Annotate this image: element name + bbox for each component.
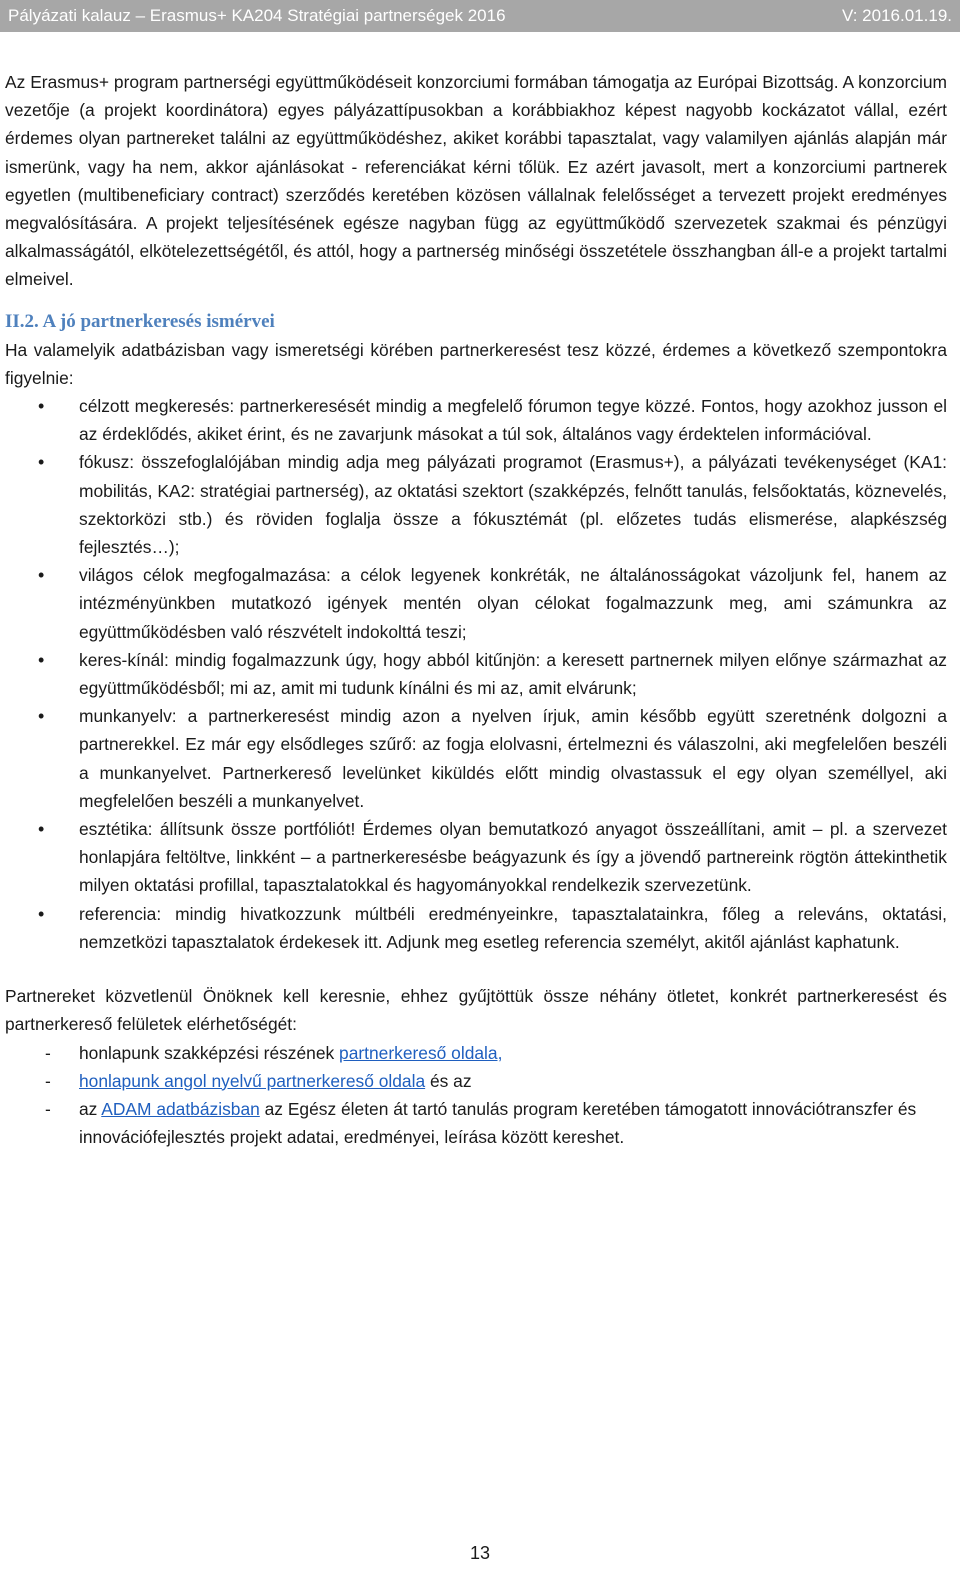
header-title: Pályázati kalauz – Erasmus+ KA204 Stratégiai partnerségek 2016 [8,6,506,25]
list-item: • célzott megkeresés: partnerkeresését mindig a megfelelő fórumon tegye közzé. Fontos, hogy azokhoz jusson el az érdeklődés, akiket érint, és ne zavarjunk másokat a túl sok, általános vagy érdektelen információval. [5,392,947,448]
list-item [5,1095,947,1151]
header-version: V: 2016.01.19. [842,6,952,25]
list-item [5,1067,947,1095]
item-text: az [79,1098,102,1119]
english-partner-search-link[interactable]: honlapunk angol nyelvű partnerkereső oldala [79,1070,426,1091]
intro-paragraph: Az Erasmus+ program partnerségi együttműködéseit konzorciumi formában támogatja az Európai Bizottság. A konzorcium vezetője (a projekt koordinátora) egyes pályázattípusokban a korábbiakhoz képest nagyobb kockázatot vállal, ezért érdemes olyan partnereket találni az együttműködéshez, akiket korábbi tapasztalat, vagy valamilyen ajánlás alapján már ismerünk, vagy ha nem, akkor ajánlásokat - referenciákat kérni tőlük. Ez azért javasolt, mert a konzorciumi partnerek egyetlen (multibeneficiary contract) szerződés keretében közösen vállalnak felelősséget a tervezett projekt eredményes megvalósítására. A projekt teljesítésének egésze nagyban függ az együttműködő szervezetek szakmai és pénzügyi alkalmasságától, elkötelezettségétől, és attól, hogy a partnerség minőségi összetétele összhangban áll-e a projekt tartalmi elmeivel. [5,72,947,290]
item-text: és az [425,1070,472,1091]
closing-paragraph: Partnereket közvetlenül Önöknek kell keresnie, ehhez gyűjtöttük össze néhány ötletet, konkrét partnerkeresést és partnerkereső felületek elérhetőségét: [5,986,947,1035]
criteria-list [5,392,947,956]
item-text: az Egész életen át tartó tanulás program keretében támogatott innovációtranszfer és innovációfejlesztés projekt adatai, eredményei, leírása között kereshet. [79,1098,917,1148]
section-lead: Ha valamelyik adatbázisban vagy ismeretségi körében partnerkeresést tesz közzé, érdemes a következő szempontokra figyelnie: [5,339,947,388]
list-item: • fókusz: összefoglalójában mindig adja meg pályázati programot (Erasmus+), a pályázati tevékenységet (KA1: mobilitás, KA2: stratégiai partnerség), az oktatási szektort (szakképzés, felnőtt tanulás, felsőoktatás, köznevelés, szektorközi stb.) és röviden foglalja össze a fókusztémát (pl. előzetes tudás elismerése, alapkészség fejlesztés…); [5,448,947,561]
resource-list [5,1039,947,1152]
section-heading: II.2. A jó partnerkeresés ismérvei [5,310,275,332]
list-item: • munkanyelv: a partnerkeresést mindig azon a nyelven írjuk, amin később együtt szeretnénk dolgozni a partnerekkel. Ez már egy elsődleges szűrő: az fogja elolvasni, értelmezni és válaszolni, aki megfelelően beszéli a munkanyelvet. Partnerkereső levelünket kiküldés előtt mindig olvastassuk el egy olyan személlyel, aki megfelelően beszéli a munkanyelvet. [5,702,947,815]
list-item: • világos célok megfogalmazása: a célok legyenek konkréták, ne általánosságokat vázoljunk fel, hanem az intézményünkben mutatkozó igények mentén olyan célokat fogalmazzunk meg, ami számunkra az együttműködésben való részvételt indokolttá teszi; [5,561,947,646]
list-item [5,1039,947,1067]
document-body [5,68,947,1151]
adam-database-link[interactable]: ADAM adatbázisban [101,1098,260,1119]
list-item: • referencia: mindig hivatkozzunk múltbéli eredményeinkre, tapasztalatainkra, főleg a releváns, oktatási, nemzetközi tapasztalatok érdekesek itt. Adjunk meg esetleg referencia személyt, akitől ajánlást kaphatunk. [5,900,947,956]
item-text: honlapunk szakképzési részének [79,1042,340,1063]
page-header [0,0,960,32]
list-item: • esztétika: állítsunk össze portfóliót! Érdemes olyan bemutatkozó anyagot összeállítani, amit – pl. a szervezet honlapjára feltöltve, linkként – a partnerkeresésbe beágyazunk és így a jövendő partnereink rögtön áttekinthetik milyen oktatási profillal, tapasztalatokkal és hagyományokkal rendelkezik szervezetünk. [5,815,947,900]
list-item: • keres-kínál: mindig fogalmazzunk úgy, hogy abból kitűnjön: a keresett partnernek milyen előnye származhat az együttműködésből; mi az, amit mi tudunk kínálni és mi az, amit elvárunk; [5,646,947,702]
page-number: 13 [469,1543,491,1563]
partner-search-link[interactable]: partnerkereső oldala, [339,1042,503,1063]
